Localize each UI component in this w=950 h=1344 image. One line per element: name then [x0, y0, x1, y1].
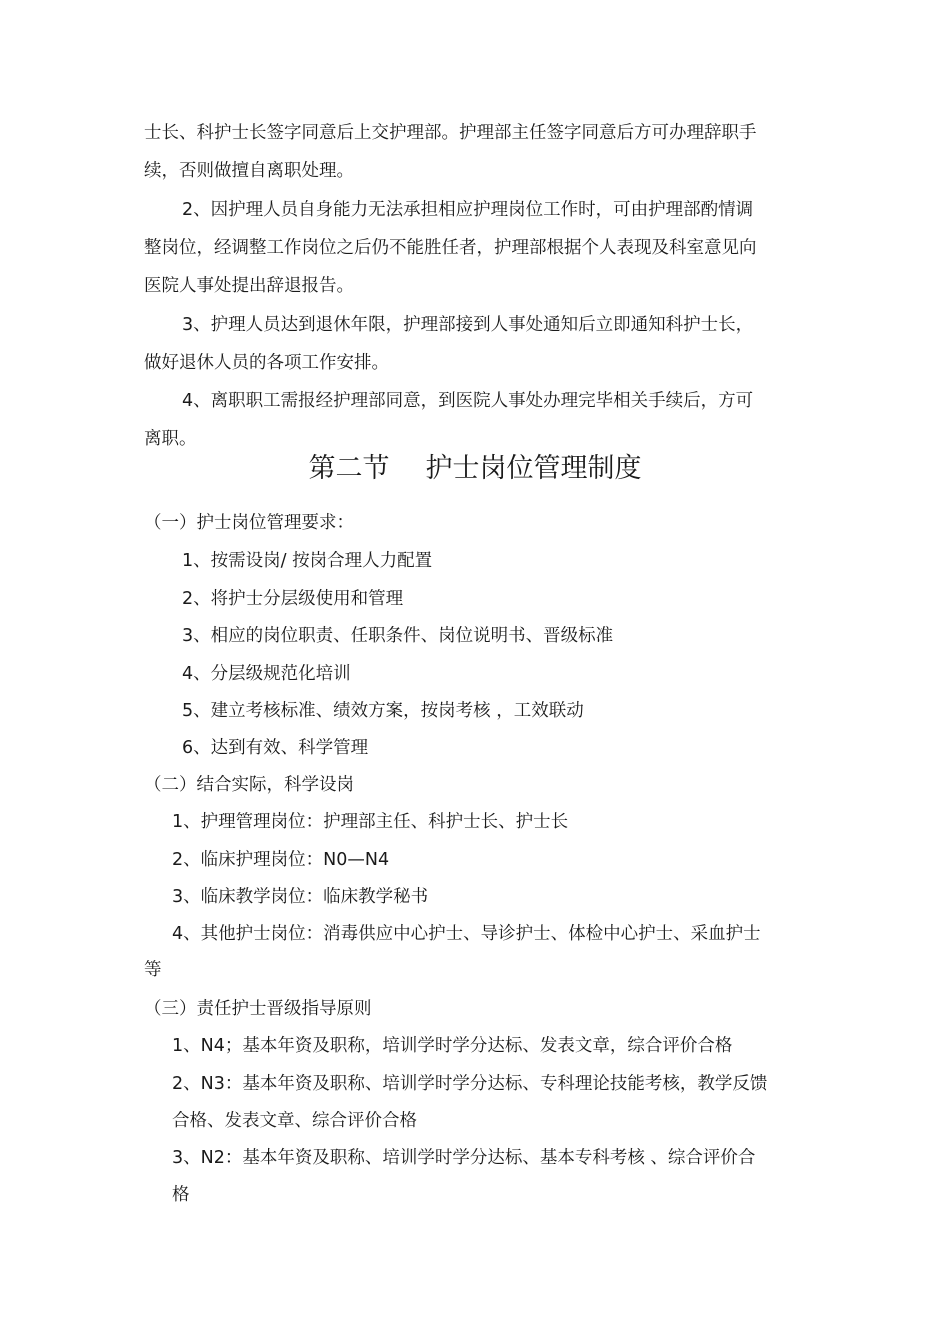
- paragraph-line: 做好退休人员的各项工作安排。: [144, 353, 389, 373]
- list-item: 3、临床教学岗位：临床教学秘书: [172, 887, 429, 907]
- list-item: 5、建立考核标准、绩效方案，按岗考核 ，工效联动: [182, 701, 584, 721]
- list-item: 1、N4；基本年资及职称，培训学时学分达标、发表文章，综合评价合格: [172, 1036, 733, 1056]
- paragraph-line: 续，否则做擅自离职处理。: [144, 161, 354, 181]
- list-item: 4、其他护士岗位：消毒供应中心护士、导诊护士、体检中心护士、采血护士: [172, 924, 761, 944]
- paragraph-line: 整岗位，经调整工作岗位之后仍不能胜任者，护理部根据个人表现及科室意见向: [144, 238, 757, 258]
- subsection-heading: （二）结合实际，科学设岗: [144, 775, 354, 795]
- paragraph-line: 3、护理人员达到退休年限，护理部接到人事处通知后立即通知科护士长，: [182, 315, 754, 335]
- list-item: 2、将护士分层级使用和管理: [182, 589, 404, 609]
- list-item-wrap: 格: [172, 1185, 190, 1205]
- paragraph-line: 2、因护理人员自身能力无法承担相应护理岗位工作时，可由护理部酌情调: [182, 200, 754, 220]
- subsection-heading: （三）责任护士晋级指导原则: [144, 999, 372, 1019]
- section-title: [0, 452, 950, 486]
- section-number: 第二节: [308, 453, 390, 484]
- list-item-wrap: 等: [144, 960, 162, 980]
- paragraph-line: 4、离职职工需报经护理部同意，到医院人事处办理完毕相关手续后，方可: [182, 391, 754, 411]
- section-name: 护士岗位管理制度: [425, 453, 642, 484]
- list-item: 1、按需设岗/ 按岗合理人力配置: [182, 551, 433, 571]
- list-item: 2、N3：基本年资及职称、培训学时学分达标、专科理论技能考核，教学反馈: [172, 1074, 768, 1094]
- paragraph-line: 医院人事处提出辞退报告。: [144, 276, 354, 296]
- list-item-wrap: 合格、发表文章、综合评价合格: [172, 1111, 417, 1131]
- list-item: 3、N2：基本年资及职称、培训学时学分达标、基本专科考核 、综合评价合: [172, 1148, 756, 1168]
- paragraph-line: 离职。: [144, 429, 197, 449]
- list-item: 4、分层级规范化培训: [182, 664, 351, 684]
- list-item: 2、临床护理岗位：N0—N4: [172, 850, 390, 870]
- list-item: 1、护理管理岗位：护理部主任、科护士长、护士长: [172, 812, 569, 832]
- subsection-heading: （一）护士岗位管理要求：: [144, 513, 354, 533]
- paragraph-line: 士长、科护士长签字同意后上交护理部。护理部主任签字同意后方可办理辞职手: [144, 123, 757, 143]
- list-item: 3、相应的岗位职责、任职条件、岗位说明书、晋级标准: [182, 626, 614, 646]
- list-item: 6、达到有效、科学管理: [182, 738, 369, 758]
